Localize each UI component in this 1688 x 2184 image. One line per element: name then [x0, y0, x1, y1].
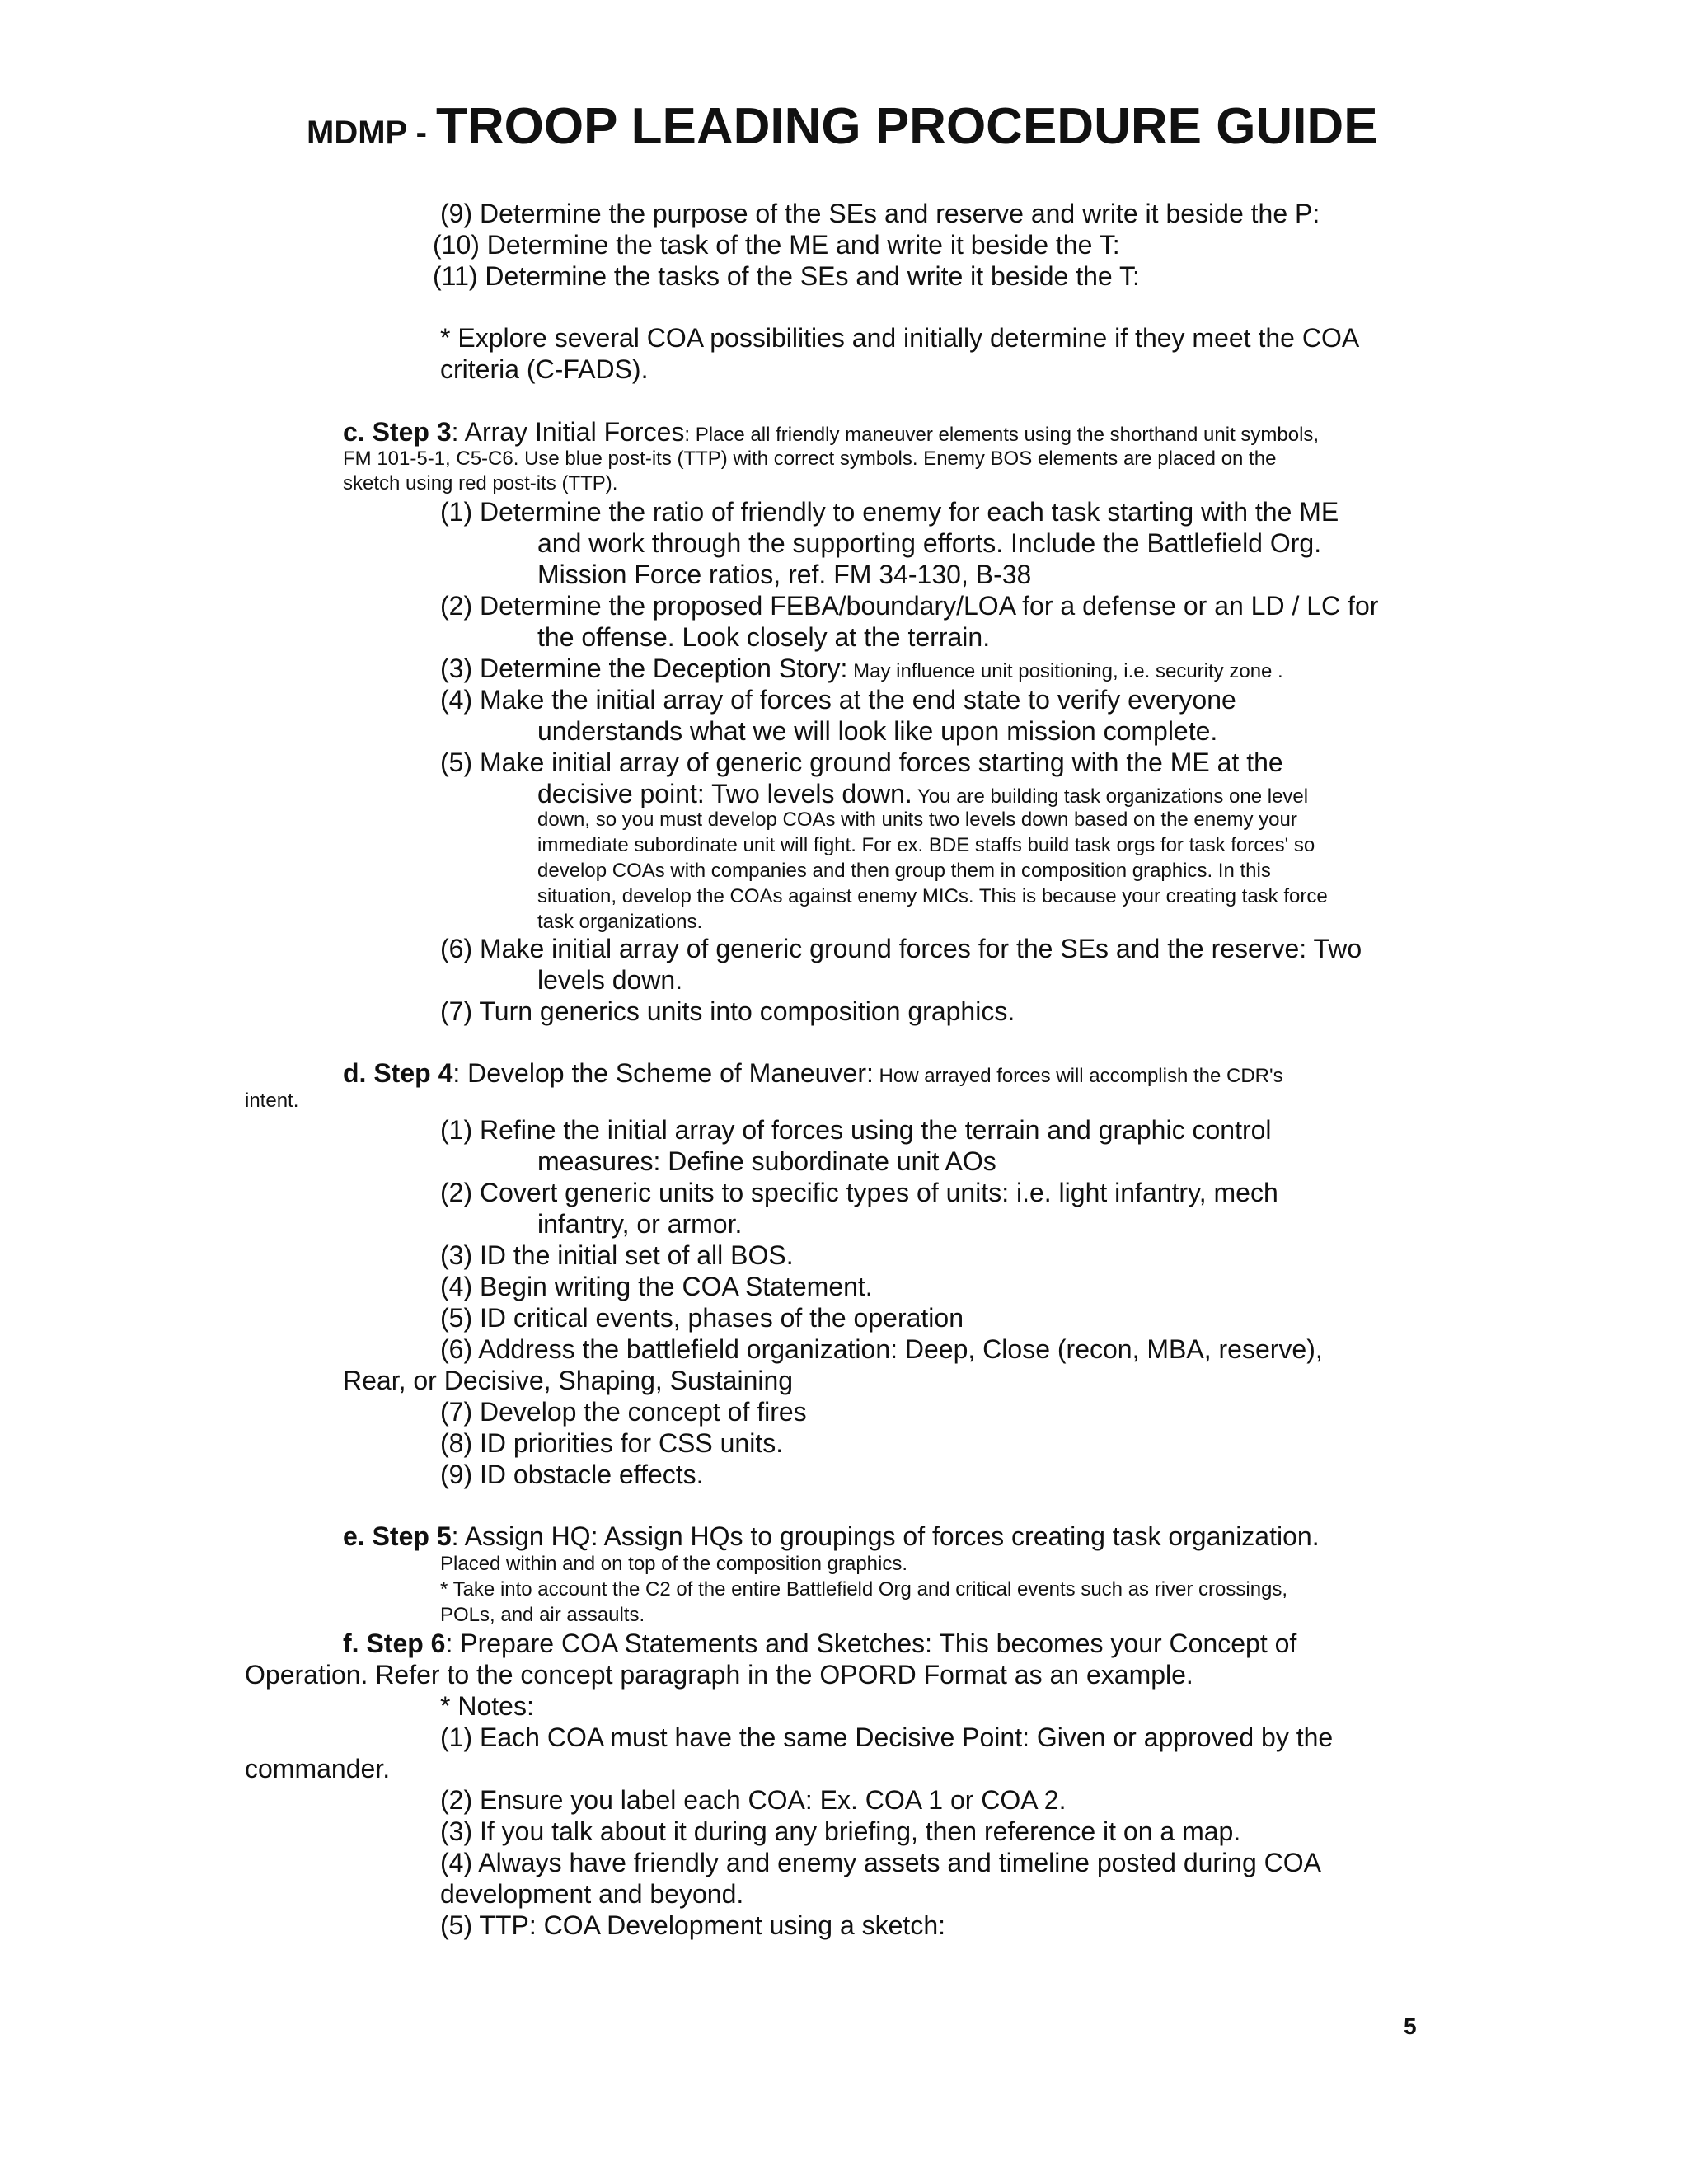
- step4-label: d. Step 4: [343, 1058, 453, 1088]
- step4-note: How arrayed forces will accomplish the CDR's: [873, 1065, 1283, 1087]
- step3-label: c. Step 3: [343, 417, 452, 447]
- explore-note-line-1: * Explore several COA possibilities and initially determine if they meet the COA: [440, 323, 1360, 353]
- step6-note-5: (5) TTP: COA Development using a sketch:: [440, 1910, 945, 1940]
- step3-item-5-cont-text: decisive point: Two levels down.: [537, 779, 912, 808]
- page-number: 5: [1404, 2013, 1417, 2039]
- step6-title: : Prepare COA Statements and Sketches: This becomes your Concept of: [445, 1629, 1297, 1658]
- step3-item-5-note-line-2: immediate subordinate unit will fight. For ex. BDE staffs build task orgs for task forces' so: [537, 834, 1315, 856]
- step4-item-2-cont: infantry, or armor.: [537, 1209, 743, 1239]
- step4-item-3: (3) ID the initial set of all BOS.: [440, 1240, 794, 1270]
- step4-item-1: (1) Refine the initial array of forces using the terrain and graphic control: [440, 1115, 1272, 1145]
- step6-note-4-cont: development and beyond.: [440, 1879, 744, 1909]
- step3-item-5-note-line-3: develop COAs with companies and then group them in composition graphics. In this: [537, 860, 1271, 882]
- title-main: TROOP LEADING PROCEDURE GUIDE: [436, 98, 1378, 155]
- step4-title: : Develop the Scheme of Maneuver:: [452, 1058, 874, 1088]
- step3-item-5: (5) Make initial array of generic ground forces starting with the ME at the: [440, 748, 1283, 777]
- step3-item-1-cont-2: Mission Force ratios, ref. FM 34-130, B-38: [537, 560, 1032, 589]
- step3-item-3-note: May influence unit positioning, i.e. security zone .: [847, 660, 1283, 682]
- step4-item-1-cont: measures: Define subordinate unit AOs: [537, 1146, 996, 1176]
- step3-item-4-cont: understands what we will look like upon mission complete.: [537, 716, 1218, 746]
- step4-item-6-cont: Rear, or Decisive, Shaping, Sustaining: [343, 1366, 794, 1395]
- step6-note-4: (4) Always have friendly and enemy assets and timeline posted during COA: [440, 1848, 1321, 1877]
- step3-item-4: (4) Make the initial array of forces at the end state to verify everyone: [440, 685, 1236, 715]
- step5-heading: [343, 1521, 1320, 1552]
- step2-item-10: (10) Determine the task of the ME and write it beside the T:: [433, 230, 1120, 260]
- page-title: [307, 97, 1378, 156]
- step4-item-5: (5) ID critical events, phases of the operation: [440, 1303, 964, 1333]
- step6-label: f. Step 6: [343, 1629, 446, 1658]
- step3-item-7: (7) Turn generics units into composition graphics.: [440, 996, 1015, 1026]
- step5-label: e. Step 5: [343, 1521, 452, 1551]
- step3-intro-line-2: sketch using red post-its (TTP).: [343, 472, 618, 494]
- step3-item-5-note-line-1: down, so you must develop COAs with units two levels down based on the enemy your: [537, 808, 1297, 831]
- step3-item-5-note-line-5: task organizations.: [537, 911, 703, 933]
- step3-item-2-cont: the offense. Look closely at the terrain.: [537, 622, 991, 652]
- step6-note-2: (2) Ensure you label each COA: Ex. COA 1 or COA 2.: [440, 1785, 1067, 1815]
- step4-item-4: (4) Begin writing the COA Statement.: [440, 1272, 873, 1301]
- step5-note-3: POLs, and air assaults.: [440, 1604, 645, 1626]
- title-prefix: MDMP -: [307, 115, 437, 151]
- step4-item-7: (7) Develop the concept of fires: [440, 1397, 807, 1427]
- step4-item-6: (6) Address the battlefield organization: Deep, Close (recon, MBA, reserve),: [440, 1334, 1323, 1364]
- step5-note-2: * Take into account the C2 of the entire Battlefield Org and critical events such as river crossings,: [440, 1578, 1288, 1601]
- step6-note-3: (3) If you talk about it during any briefing, then reference it on a map.: [440, 1816, 1241, 1846]
- step3-item-6-cont: levels down.: [537, 965, 683, 995]
- step2-item-9: (9) Determine the purpose of the SEs and reserve and write it beside the P:: [440, 199, 1320, 228]
- step6-title-cont: Operation. Refer to the concept paragraph in the OPORD Format as an example.: [245, 1660, 1193, 1690]
- step4-heading: [343, 1057, 1283, 1092]
- step3-item-5-note-line-4: situation, develop the COAs against enemy MICs. This is because your creating task force: [537, 885, 1328, 907]
- step3-item-2: (2) Determine the proposed FEBA/boundary/LOA for a defense or an LD / LC for: [440, 591, 1379, 621]
- step4-item-8: (8) ID priorities for CSS units.: [440, 1428, 784, 1458]
- step3-title: : Array Initial Forces: [451, 417, 685, 447]
- step6-note-1-cont: commander.: [245, 1754, 391, 1783]
- step3-intro-line-1: FM 101-5-1, C5-C6. Use blue post-its (TTP) with correct symbols. Enemy BOS elements are placed on the: [343, 448, 1277, 470]
- step3-item-1: (1) Determine the ratio of friendly to enemy for each task starting with the ME: [440, 497, 1339, 527]
- step5-note-1: Placed within and on top of the composition graphics.: [440, 1553, 908, 1575]
- step6-note-1: (1) Each COA must have the same Decisive Point: Given or approved by the: [440, 1722, 1334, 1752]
- step4-note-cont: intent.: [245, 1090, 299, 1112]
- step2-item-11: (11) Determine the tasks of the SEs and write it beside the T:: [433, 261, 1140, 291]
- step3-item-3-text: (3) Determine the Deception Story:: [440, 654, 848, 683]
- step5-title: : Assign HQ: Assign HQs to groupings of forces creating task organization.: [451, 1521, 1320, 1551]
- step3-intro: : Place all friendly maneuver elements using the shorthand unit symbols,: [684, 424, 1320, 446]
- step6-heading: [343, 1628, 1296, 1659]
- step6-notes-heading: * Notes:: [440, 1691, 534, 1721]
- step4-item-2: (2) Covert generic units to specific types of units: i.e. light infantry, mech: [440, 1178, 1278, 1207]
- step4-item-9: (9) ID obstacle effects.: [440, 1460, 704, 1489]
- step3-item-3: [440, 653, 1283, 687]
- step3-item-5-note: You are building task organizations one level: [912, 785, 1309, 808]
- explore-note-line-2: criteria (C-FADS).: [440, 354, 649, 384]
- step3-item-1-cont-1: and work through the supporting efforts. Include the Battlefield Org.: [537, 528, 1322, 558]
- step3-item-6: (6) Make initial array of generic ground forces for the SEs and the reserve: Two: [440, 934, 1362, 963]
